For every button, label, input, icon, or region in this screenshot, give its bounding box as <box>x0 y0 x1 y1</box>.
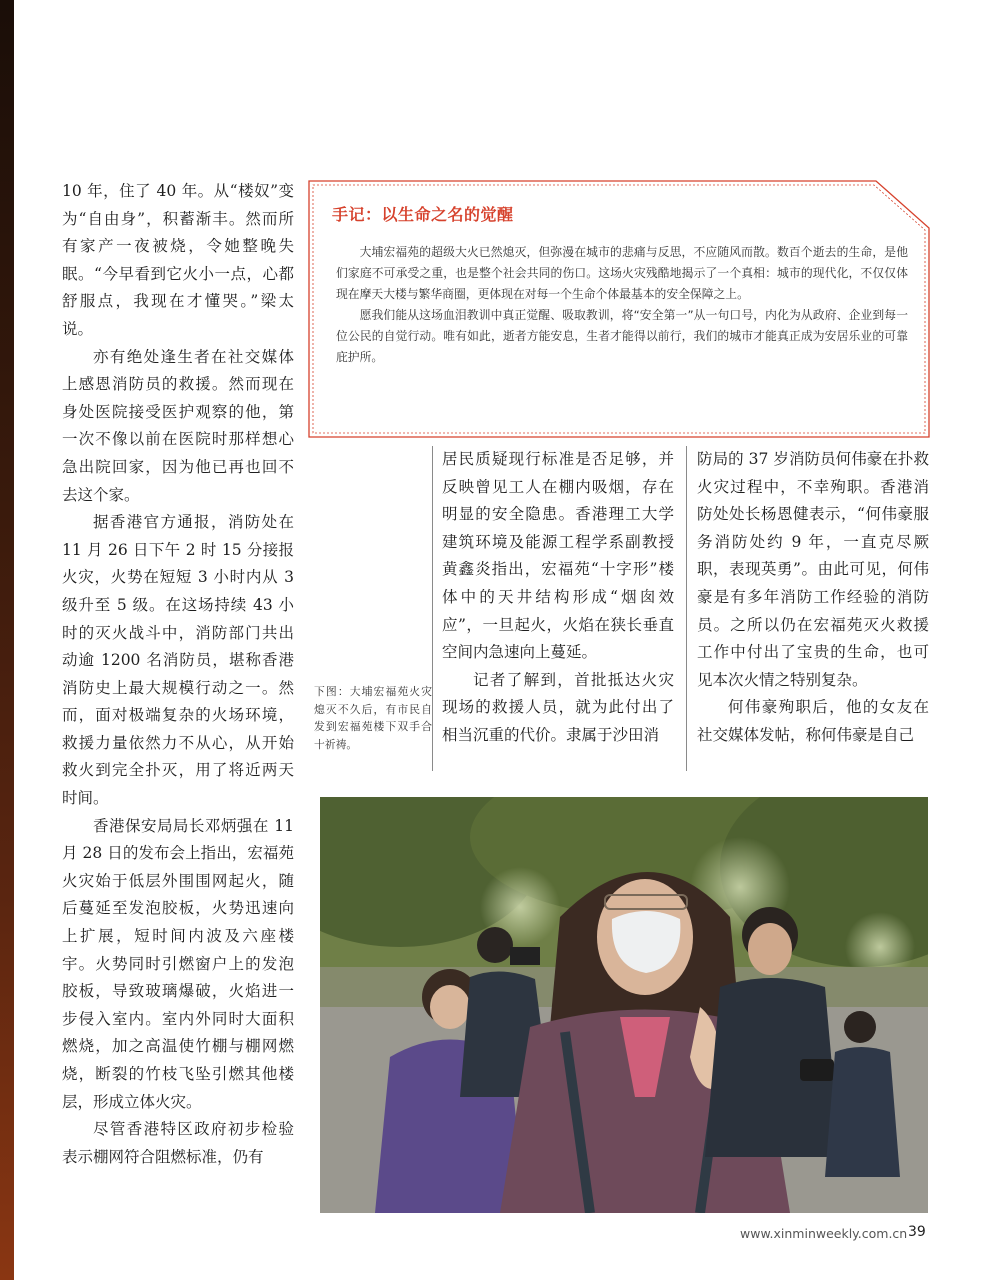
column-divider <box>432 446 433 771</box>
article-column-1 <box>62 178 294 1171</box>
paragraph: 居民质疑现行标准是否足够，并反映曾见工人在棚内吸烟，存在明显的安全隐患。香港理工大学建筑环境及能源工程学系副教授黄鑫炎指出，宏福苑“十字形”楼体中的天井结构形成“烟囱效应”，一旦起火，火焰在狭长垂直空间内急速向上蔓延。 <box>442 450 674 662</box>
sidebar-paragraph: 愿我们能从这场血泪教训中真正觉醒、吸取教训，将“安全第一”从一句口号，内化为从政府、企业到每一位公民的自觉行动。唯有如此，逝者方能安息，生者才能得以前行，我们的城市才能真正成为安居乐业的可靠庇护所。 <box>336 308 908 364</box>
paragraph: 防局的 37 岁消防员何伟豪在扑救火灾过程中，不幸殉职。香港消防处处长杨恩健表示，“何伟豪服务消防处约 9 年，一直克尽厥职，表现英勇”。由此可见，何伟豪是有多年消防工作经验的消防员。之所以仍在宏福苑灭火救援工作中付出了宝贵的生命，也可见本次火情之特别复杂。 <box>697 450 929 689</box>
page-edge-decoration <box>0 0 14 1280</box>
paragraph: 香港保安局局长邓炳强在 11 月 28 日的发布会上指出，宏福苑火灾始于低层外围围网起火，随后蔓延至发泡胶板，火势迅速向上扩展，短时间内波及六座楼宇。火势同时引燃窗户上的发泡胶板，导致玻璃爆破，火焰进一步侵入室内。室内外同时大面积燃烧，加之高温使竹棚与棚网燃烧，断裂的竹枝飞坠引燃其他楼层，形成立体火灾。 <box>62 816 294 1111</box>
sidebar-paragraph: 大埔宏福苑的超级大火已然熄灭，但弥漫在城市的悲痛与反思，不应随风而散。数百个逝去的生命，是他们家庭不可承受之重，也是整个社会共同的伤口。这场火灾残酷地揭示了一个真相：城市的现代化，不仅仅体现在摩天大楼与繁华商圈，更体现在对每一个生命个体最基本的安全保障之上。 <box>336 245 908 301</box>
article-column-3 <box>697 446 929 750</box>
praying-woman-photo-illustration <box>320 797 928 1213</box>
photo-caption: 下图：大埔宏福苑火灾熄灭不久后，有市民自发到宏福苑楼下双手合十祈祷。 <box>314 685 432 751</box>
article-column-2 <box>442 446 674 750</box>
paragraph: 何伟豪殉职后，他的女友在社交媒体发帖，称何伟豪是自己 <box>697 698 929 744</box>
paragraph: 亦有绝处逢生者在社交媒体上感恩消防员的救援。然而现在身处医院接受医护观察的他，第一次不像以前在医院时那样想心急出院回家，因为他已再也回不去这个家。 <box>62 347 294 504</box>
page-number: 39 <box>908 1224 926 1240</box>
paragraph: 10 年，住了 40 年。从“楼奴”变为“自由身”，积蓄渐丰。然而所有家产一夜被烧，令她整晚失眠。“今早看到它火小一点，心都舒服点，我现在才懂哭。”梁太说。 <box>62 182 294 338</box>
column-divider <box>686 446 687 771</box>
sidebar-title: 手记：以生命之名的觉醒 <box>332 205 514 224</box>
paragraph: 据香港官方通报，消防处在 11 月 26 日下午 2 时 15 分接报火灾，火势在短短 3 小时内从 3 级升至 5 级。在这场持续 43 小时的灭火战斗中，消防部门共出动逾 1200 名消防员，堪称香港消防史上最大规模行动之一。然而，面对极端复杂的火场环境，救援力量依然力不从心，从开始救火到完全扑灭，用了将近两天时间。 <box>62 513 294 808</box>
footer-website-url[interactable]: www.xinminweekly.com.cn <box>740 1226 908 1241</box>
sidebar-body <box>336 242 908 368</box>
paragraph: 记者了解到，首批抵达火灾现场的救援人员，就为此付出了相当沉重的代价。隶属于沙田消 <box>442 670 674 744</box>
sidebar-note-box <box>308 180 930 438</box>
paragraph: 尽管香港特区政府初步检验表示棚网符合阻燃标准，仍有 <box>62 1120 294 1166</box>
news-photo <box>320 797 928 1213</box>
